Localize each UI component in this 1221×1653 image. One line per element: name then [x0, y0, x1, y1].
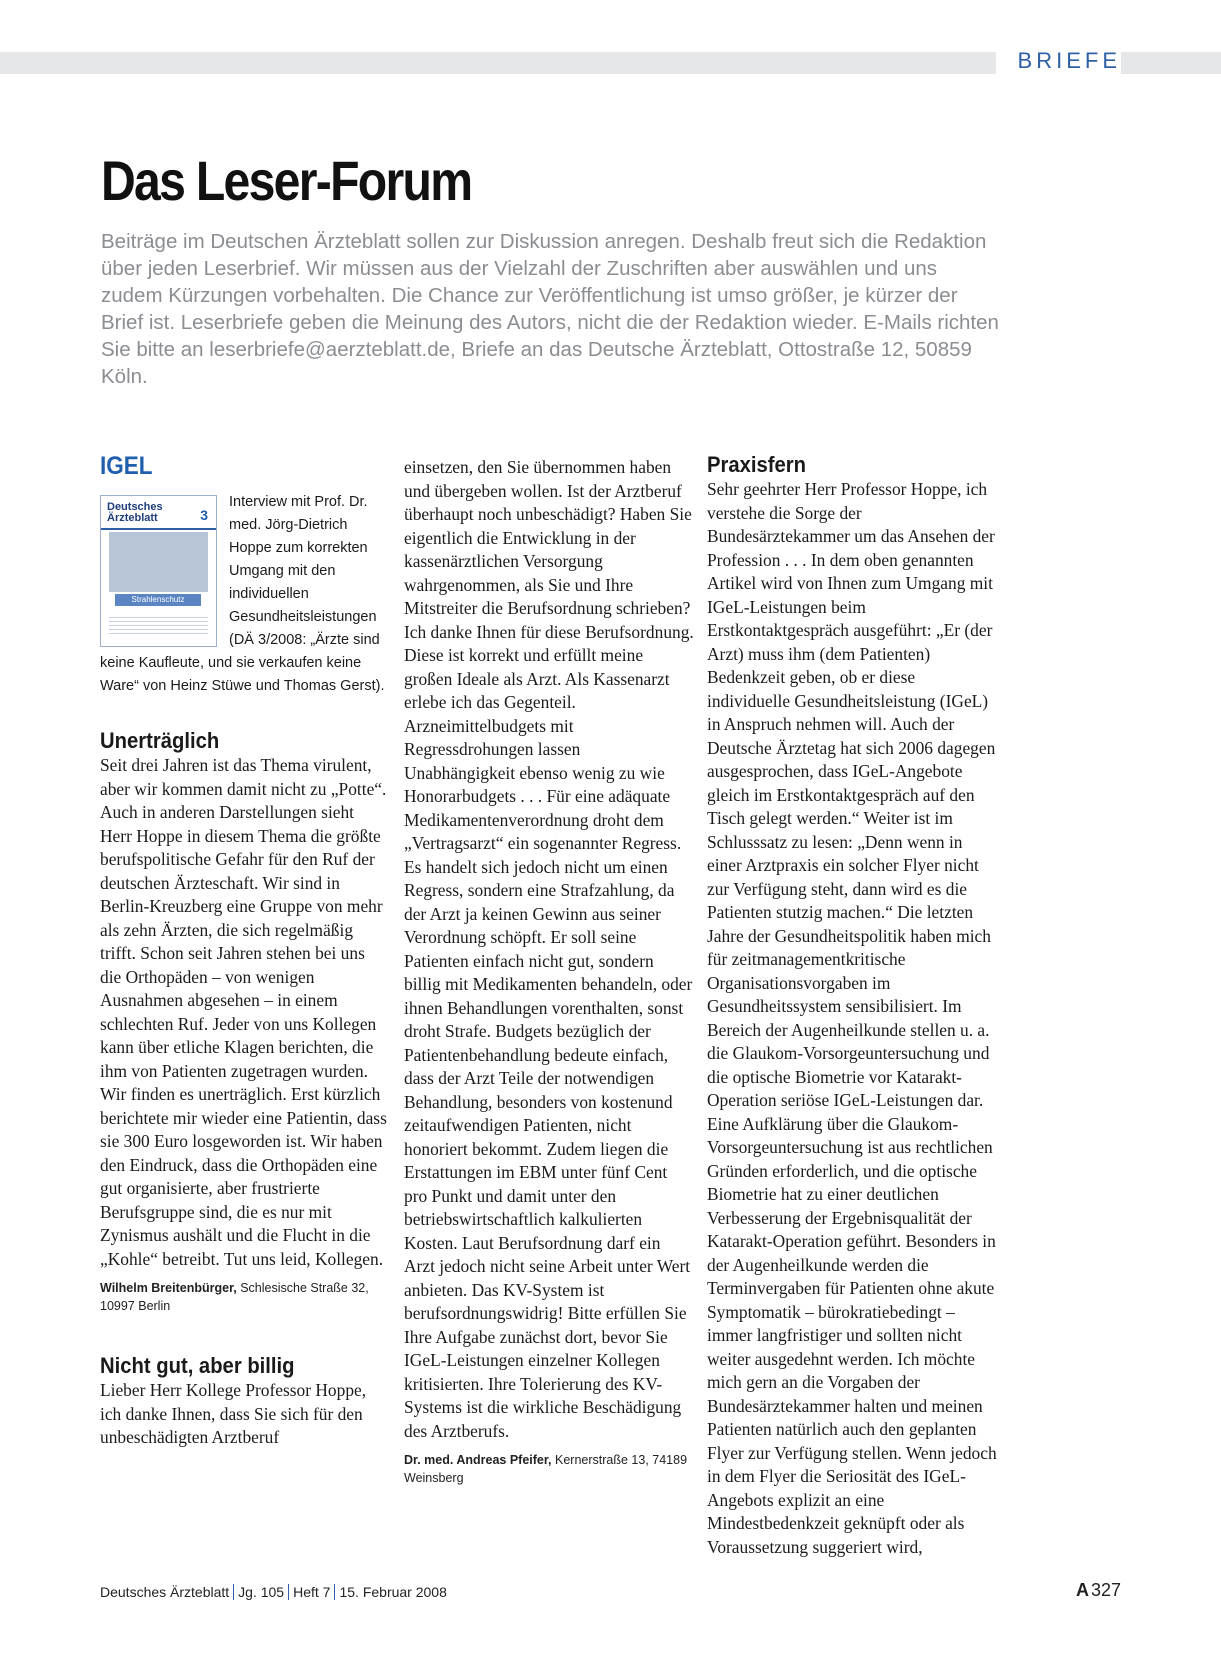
letter-signature-2 [404, 1451, 694, 1487]
footer-issue: Heft 7 [293, 1584, 331, 1600]
page-number-value: 327 [1090, 1580, 1121, 1600]
letter-body-2-start: Lieber Herr Kollege Professor Hoppe, ich danke Ihnen, dass Sie sich für den unbeschädigten Arztberuf [100, 1380, 367, 1447]
topic-reference [100, 491, 390, 698]
magazine-cover-image [100, 495, 217, 647]
intro-text: Beiträge im Deutschen Ärzteblatt sollen zur Diskussion anregen. Deshalb freut sich die Redaktion über jeden Leserbrief. Wir müssen aus der Vielzahl der Zuschriften aber auswählen und uns zudem Kürzungen vorbehalten. Die Chance zur Veröffentlichung ist umso größer, je kürzer der Brief ist. Leserbriefe geben die Meinung des Autors, nicht die der Redaktion wieder. E-Mails richten Sie bitte an leserbriefe@aerzteblatt.de, Briefe an das Deutsche Ärzteblatt, Ottostraße 12, 50859 Köln. [101, 230, 999, 388]
cover-photo [109, 532, 208, 592]
letter-heading-2: Nicht gut, aber billig [100, 1353, 295, 1378]
letter-body-2-cont: einsetzen, den Sie übernommen haben und übergeben wollen. Ist der Arztberuf überhaupt noch unbeschädigt? Haben Sie eigentlich die Entwicklung in der kassenärztlichen Versorgung wahrgenommen, als Sie und Ihre Mitstreiter die Berufsordnung schrieben? Ich danke Ihnen für diese Berufsordnung. Diese ist korrekt und erfüllt meine großen Ideale als Arzt. Als Kassenarzt erlebe ich das Gegenteil. Arzneimittelbudgets mit Regressdrohungen lassen Unabhängigkeit ebenso wenig zu wie Honorarbudgets . . . Für eine adäquate Medikamentenverordnung droht dem „Vertragsarzt“ ein sogenannter Regress. Es handelt sich jedoch nicht um einen Regress, sondern eine Strafzahlung, da der Arzt ja keinen Gewinn aus seiner Verordnung schöpft. Er soll seine Patienten einfach nicht gut, sondern billig mit Medikamenten behandeln, oder ihnen Behandlungen vorenthalten, sonst droht Strafe. Budgets bezüglich der Patientenbehandlung bedeute einfach, dass der Arzt Teile der notwendigen Behandlung, besonders von kostenund zeitaufwendigen Patienten, nicht honoriert bekommt. Zudem liegen die Erstattungen im EBM unter fünf Cent pro Punkt und damit unter den betriebswirtschaftlich kalkulierten Kosten. Laut Berufsordnung darf ein Arzt jedoch nicht seine Arbeit unter Wert anbieten. Das KV-System ist berufsordnungswidrig! Bitte erfüllen Sie Ihre Aufgabe zunächst dort, bevor Sie IGeL-Leistungen einzelner Kollegen kritisierten. Ihre Tolerierung des KV-Systems ist die wirkliche Beschädigung des Arztberufs. [404, 457, 694, 1441]
letter-body-3: Sehr geehrter Herr Professor Hoppe, ich verstehe die Sorge der Bundesärztekammer um das Ansehen der Profession . . . In dem oben genannten Artikel wird von Ihnen zum Umgang mit IGeL-Leistungen beim Erstkontaktgespräch ausgeführt: „Er (der Arzt) muss ihm (dem Patienten) Bedenkzeit geben, ob er diese individuelle Gesundheitsleistung (IGeL) in Anspruch nehmen will. Auch der Deutsche Ärztetag hat sich 2006 dagegen ausgesprochen, dass IGeL-Angebote gleich im Erstkontaktgespräch auf den Tisch gelegt werden.“ Weiter ist im Schlusssatz zu lesen: „Denn wenn in einer Arztpraxis ein solcher Flyer nicht zur Verfügung steht, dann wird es die Patienten stutzig machen.“ Die letzten Jahre der Gesundheitspolitik haben mich für zeitmanagementkritische Organisationsvorgaben im Gesundheitssystem sensibilisiert. Im Bereich der Augenheilkunde stellen u. a. die Glaukom-Vorsorgeuntersuchung und die optische Biometrie vor Katarakt-Operation seriöse IGeL-Leistungen dar. Eine Aufklärung über die Glaukom-Vorsorgeuntersuchung ist aus rechtlichen Gründen erforderlich, und die optische Biometrie hat zu einer deutlichen Verbesserung der Ergebnisqualität der Katarakt-Operation geführt. Besonders in der Augenheilkunde werden die Terminvergaben für Patienten ohne akute Symptomatik – bürokratiebedingt – immer langfristiger und sollten nicht weiter ausgedehnt werden. Ich möchte mich gern an die Vorgaben der Bundesärztekammer halten und meinen Patienten natürlich auch den geplanten Flyer zur Verfügung stellen. Wenn jedoch in dem Flyer die Seriosität des IGeL-Angebots explizit an eine Mindestbedenkzeit geknüpft oder als Voraussetzung suggeriert wird, [707, 479, 997, 1557]
footer-separator [233, 1584, 234, 1600]
footer-separator [334, 1584, 335, 1600]
cover-masthead: Deutsches Ärzteblatt [107, 501, 163, 524]
cover-band [101, 528, 216, 530]
letter-author-2: Dr. med. Andreas Pfeifer, [404, 1453, 552, 1467]
cover-tag: Strahlenschutz [115, 594, 201, 606]
cover-issue-number: 3 [200, 507, 208, 523]
letter-heading-1: Unerträglich [100, 728, 220, 753]
column-2 [404, 456, 694, 1487]
footer-citation [100, 1584, 447, 1600]
letter-heading-3: Praxisfern [707, 452, 807, 477]
column-3 [707, 452, 997, 1559]
footer-separator [288, 1584, 289, 1600]
letter-address-1: Schlesische Straße 32, 10997 Berlin [100, 1281, 369, 1313]
page-number [1076, 1580, 1121, 1601]
page-prefix: A [1075, 1580, 1089, 1600]
letter-body-1: Seit drei Jahren ist das Thema virulent, aber wir kommen damit nicht zu „Potte“. Auch in anderen Darstellungen sieht Herr Hoppe in diesem Thema die größte berufspolitische Gefahr für den Ruf der deutschen Ärzteschaft. Wir sind in Berlin-Kreuzberg eine Gruppe von mehr als zehn Ärzten, die sich regelmäßig trifft. Schon seit Jahren stehen bei uns die Orthopäden – von wenigen Ausnahmen abgesehen – in einem schlechten Ruf. Jeder von uns Kollegen kann über etliche Klagen berichten, die ihm von Patienten zugetragen wurden. Wir finden es unerträglich. Erst kürzlich berichtete mir wieder eine Patientin, dass sie 300 Euro losgeworden ist. Wir haben den Eindruck, dass die Orthopäden eine gut organisierte, aber frustrierte Berufsgruppe sind, die es nur mit Zynismus aushält und die Flucht in die „Kohle“ betreibt. Tut uns leid, Kollegen. [100, 755, 387, 1269]
column-1 [100, 452, 390, 1450]
cover-text-lines [109, 614, 208, 636]
reference-text: Interview mit Prof. Dr. med. Jörg-Dietrich Hoppe zum korrekten Umgang mit den individuellen Gesundheitsleistungen (DÄ 3/2008: „Ärzte sind keine Kaufleute, und sie verkaufen keine Ware“ von Heinz Stüwe und Thomas Gerst). [100, 494, 385, 694]
footer-volume: Jg. 105 [238, 1584, 285, 1600]
footer-publication: Deutsches Ärzteblatt [100, 1584, 230, 1600]
section-label: BRIEFE [996, 46, 1121, 76]
letter-author-1: Wilhelm Breitenbürger, [100, 1281, 237, 1295]
letter-address-2: Kernerstraße 13, 74189 Weinsberg [404, 1453, 688, 1485]
page-title: Das Leser-Forum [101, 149, 472, 212]
topic-heading: IGEL [100, 452, 153, 480]
letter-signature-1 [100, 1279, 390, 1315]
footer-date: 15. Februar 2008 [339, 1584, 447, 1600]
